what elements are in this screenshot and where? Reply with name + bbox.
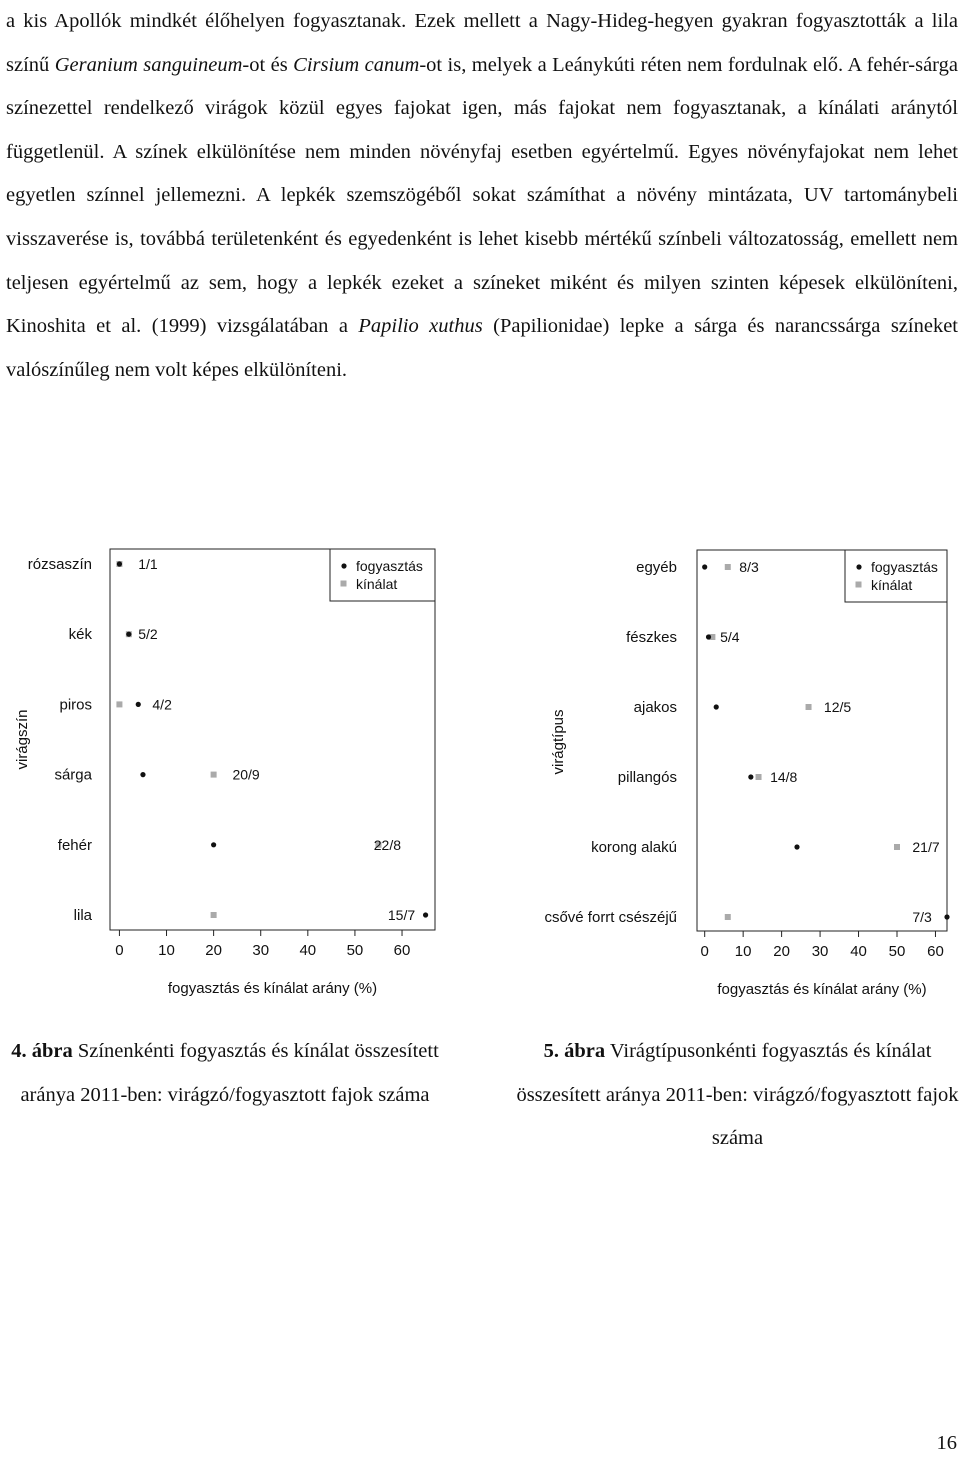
x-tick-label: 10 <box>158 942 175 959</box>
point-count-label: 7/3 <box>912 909 932 925</box>
paragraph-text: a kis Apollók mindkét élőhelyen fogyasztanak. Ezek mellett a Nagy-Hideg-hegyen gyakran fogyasztották a lila színű <box>6 10 958 76</box>
figure-4-caption <box>0 1030 450 1117</box>
legend-consumption-marker <box>856 564 861 569</box>
plot-frame <box>697 550 947 931</box>
consumption-point <box>136 702 141 707</box>
offer-point <box>211 912 217 918</box>
legend-offer-label: kínálat <box>356 576 398 592</box>
category-label: fehér <box>57 836 92 854</box>
x-tick-label: 0 <box>115 942 124 959</box>
point-count-label: 5/2 <box>138 626 158 643</box>
category-label: sárga <box>54 766 92 784</box>
point-count-label: 14/8 <box>770 769 798 785</box>
species-name: Geranium sanguineum <box>54 53 243 76</box>
point-count-label: 4/2 <box>152 696 172 713</box>
figure-4-number: 4. ábra <box>11 1040 73 1062</box>
x-tick-label: 30 <box>252 942 270 959</box>
x-axis-label: fogyasztás és kínálat arány (%) <box>717 981 927 998</box>
x-tick-label: 10 <box>734 943 752 960</box>
x-tick-label: 60 <box>393 942 411 959</box>
category-label: rózsaszín <box>27 556 92 573</box>
consumption-point <box>944 914 949 919</box>
figure-5-caption-text: Virágtípusonkénti fogyasztás és kínálat összesített aránya 2011-ben: virágzó/fogyasztott fajok száma <box>516 1040 959 1150</box>
category-label: lila <box>73 907 92 924</box>
page-number: 16 <box>936 1432 957 1454</box>
body-paragraph <box>6 0 958 392</box>
category-label: egyéb <box>636 559 677 576</box>
legend-box <box>330 549 435 601</box>
category-label: piros <box>59 696 92 714</box>
x-tick-label: 40 <box>299 942 317 959</box>
offer-point <box>725 564 731 570</box>
figure-4-caption-text: Színenkénti fogyasztás és kínálat összesített aránya 2011-ben: virágzó/fogyasztott fajok száma <box>20 1040 439 1106</box>
offer-point <box>756 774 762 780</box>
consumption-point <box>748 774 753 779</box>
flower-color-chart-svg <box>0 545 450 1010</box>
consumption-point <box>706 634 711 639</box>
category-label: korong alakú <box>591 839 677 856</box>
legend-offer-marker <box>856 582 862 588</box>
figure-5-number: 5. ábra <box>543 1040 606 1062</box>
x-tick-label: 0 <box>700 943 709 960</box>
point-count-label: 22/8 <box>373 836 402 853</box>
consumption-point <box>702 564 707 569</box>
x-tick-label: 50 <box>888 943 906 960</box>
flower-type-chart <box>515 545 960 1010</box>
species-name: Cirsium canum <box>293 53 420 76</box>
x-tick-label: 20 <box>773 943 790 960</box>
point-count-label: 21/7 <box>912 839 940 855</box>
category-label: kék <box>68 626 92 644</box>
x-tick-label: 20 <box>205 942 222 959</box>
legend-consumption-label: fogyasztás <box>356 558 423 574</box>
consumption-point <box>714 704 719 709</box>
flower-color-chart <box>0 545 450 1010</box>
flower-type-chart-svg <box>515 545 960 1010</box>
x-tick-label: 40 <box>850 943 867 960</box>
legend-box <box>845 550 947 602</box>
category-label: ajakos <box>633 699 677 716</box>
consumption-point <box>140 772 145 777</box>
legend-offer-marker <box>341 581 347 587</box>
offer-point <box>806 704 812 710</box>
legend-offer-label: kínálat <box>871 577 913 593</box>
point-count-label: 12/5 <box>823 699 852 715</box>
point-count-label: 5/4 <box>720 629 740 645</box>
offer-point <box>116 701 122 707</box>
plot-frame <box>110 549 435 930</box>
point-count-label: 8/3 <box>739 559 759 575</box>
consumption-point <box>423 912 428 917</box>
legend-consumption-marker <box>341 563 346 568</box>
offer-point <box>211 772 217 778</box>
offer-point <box>894 844 900 850</box>
point-count-label: 1/1 <box>138 556 158 572</box>
y-axis-label: virágtípus <box>550 709 567 775</box>
point-count-label: 15/7 <box>387 907 416 923</box>
x-tick-label: 30 <box>811 943 829 960</box>
x-tick-label: 50 <box>346 942 364 959</box>
point-count-label: 20/9 <box>232 766 260 783</box>
y-axis-label: virágszín <box>14 709 31 770</box>
consumption-point <box>211 842 216 847</box>
category-label: pillangós <box>617 769 677 786</box>
paragraph-text: -ot is, melyek a Leánykúti réten nem fordulnak elő. A fehér-sárga színezettel rendelkező virágok közül egyes fajokat igen, más fajokat nem fogyasztanak, a kínálati aránytól függetlenül. A színek elkülönítése nem minden növényfaj esetben egyértelmű. Egyes növényfajokat nem lehet egyetlen színnel jellemezni. A lepkék szemszögéből sokat számíthat a növény mintázata, UV tartománybeli visszaverése is, továbbá területenként és egyedenként is lehet kisebb mértékű színbeli változatosság, emellett nem teljesen egyértelmű az sem, hogy a lepkék ezeket a színeket miként és milyen szinten képesek elkülöníteni, Kinoshita et al. (1999) vizsgálatában a <box>6 53 958 338</box>
legend-consumption-label: fogyasztás <box>871 559 938 575</box>
x-axis-label: fogyasztás és kínálat arány (%) <box>167 980 378 997</box>
category-label: csővé forrt csészéjű <box>544 909 677 926</box>
species-name: Papilio xuthus <box>358 315 483 338</box>
offer-point <box>725 914 731 920</box>
figure-5-caption <box>515 1030 960 1161</box>
x-tick-label: 60 <box>927 943 944 960</box>
paragraph-text: (Papilionidae) lepke a sárga és narancssárga színeket valószínűleg nem volt képes elkülöníteni. <box>6 315 958 381</box>
consumption-point <box>794 844 799 849</box>
paragraph-text: -ot és <box>242 53 294 76</box>
consumption-point <box>117 561 122 566</box>
category-label: fészkes <box>626 629 677 646</box>
consumption-point <box>126 632 131 637</box>
